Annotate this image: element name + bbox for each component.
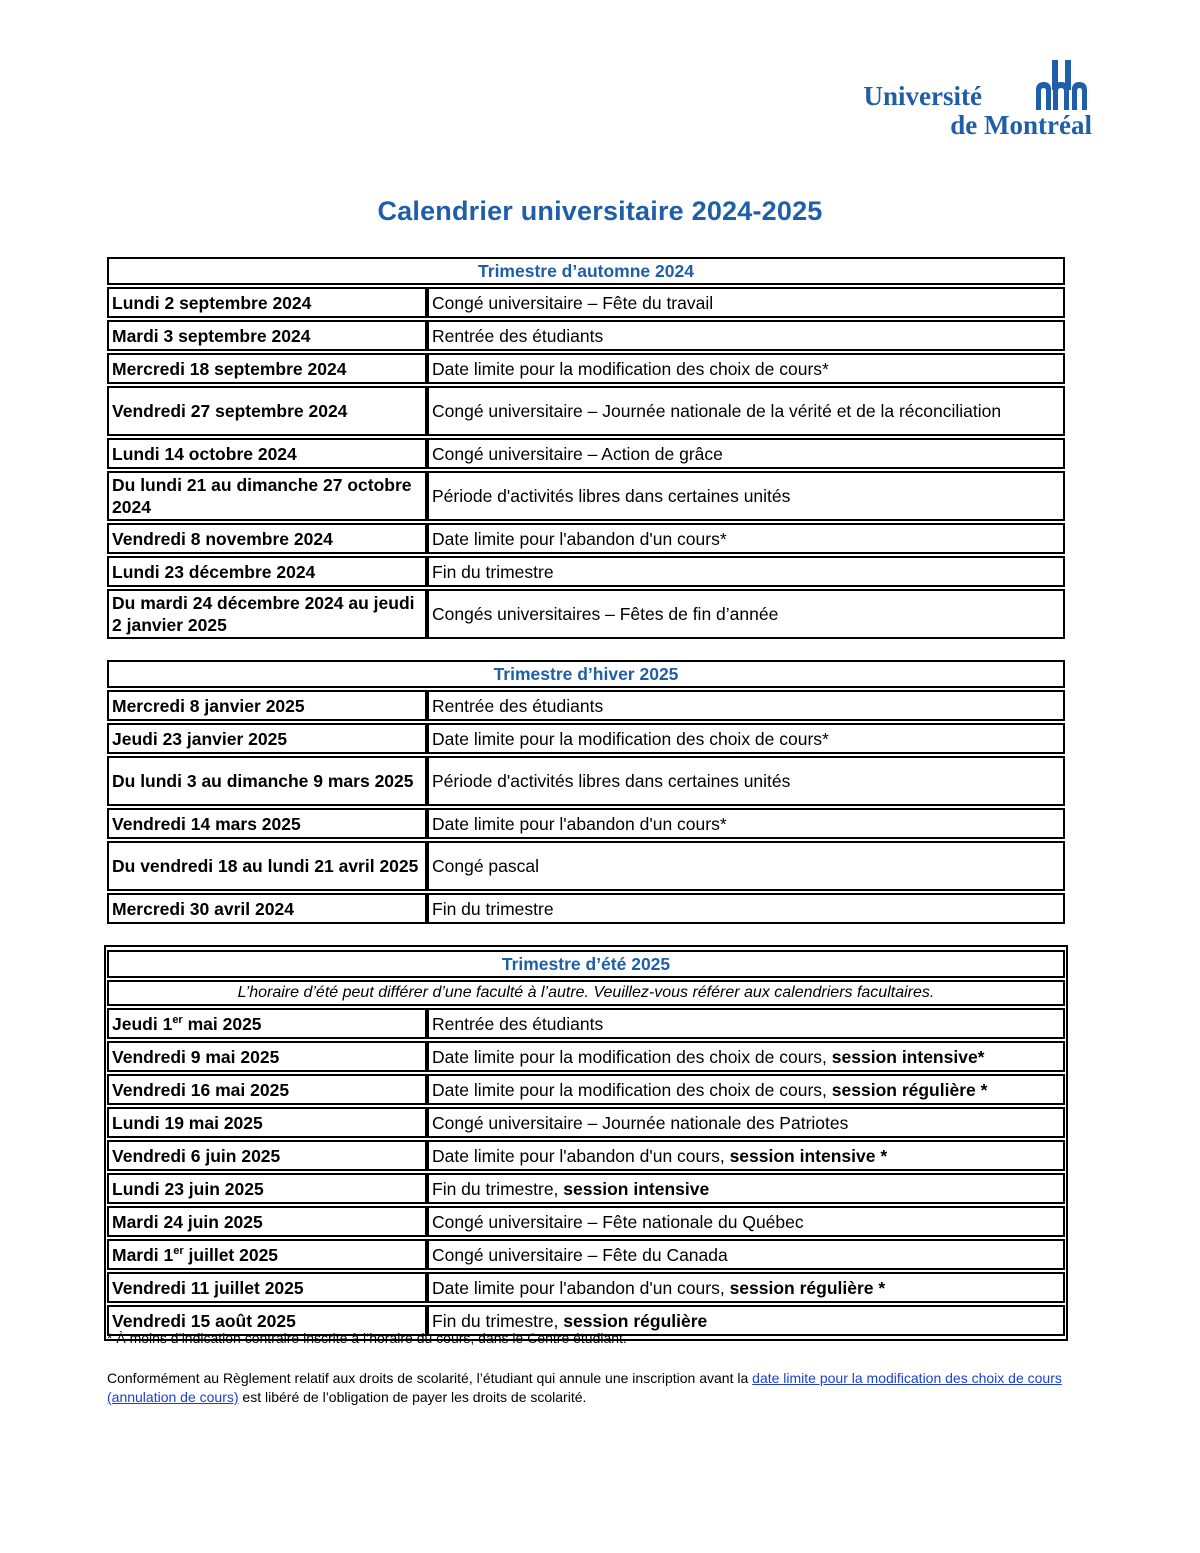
table-row [107, 1107, 1065, 1138]
row-description: Rentrée des étudiants [428, 690, 1065, 721]
row-date: Vendredi 15 août 2025 [107, 1305, 428, 1336]
row-description: Congé universitaire – Fête du Canada [428, 1239, 1065, 1270]
row-description: Date limite pour la modification des choix de cours* [428, 723, 1065, 754]
course-modification-deadline-link[interactable]: date limite pour la modification des choix de cours (annulation de cours) [107, 1370, 1062, 1405]
row-description: Rentrée des étudiants [428, 320, 1065, 351]
fall-term-heading: Trimestre d’automne 2024 [107, 257, 1065, 285]
winter-term-heading: Trimestre d’hiver 2025 [107, 660, 1065, 688]
row-description: Période d'activités libres dans certaines unités [428, 471, 1065, 521]
row-description: Congé universitaire – Fête nationale du Québec [428, 1206, 1065, 1237]
table-row [107, 1173, 1065, 1204]
row-date: Lundi 14 octobre 2024 [107, 438, 428, 469]
table-row [107, 386, 1065, 436]
row-date: Du vendredi 18 au lundi 21 avril 2025 [107, 841, 428, 891]
row-description: Date limite pour l'abandon d'un cours, session intensive * [428, 1140, 1065, 1171]
table-row [107, 1272, 1065, 1303]
table-row [107, 589, 1065, 639]
row-date: Du lundi 21 au dimanche 27 octobre 2024 [107, 471, 428, 521]
row-date: Lundi 23 décembre 2024 [107, 556, 428, 587]
row-date: Lundi 19 mai 2025 [107, 1107, 428, 1138]
row-description: Fin du trimestre [428, 893, 1065, 924]
university-logo [860, 58, 1100, 148]
row-date: Mercredi 18 septembre 2024 [107, 353, 428, 384]
logo-wordmark [863, 81, 1092, 140]
row-description: Date limite pour la modification des choix de cours* [428, 353, 1065, 384]
row-date: Lundi 2 septembre 2024 [107, 287, 428, 318]
row-date: Du mardi 24 décembre 2024 au jeudi 2 janvier 2025 [107, 589, 428, 639]
summer-term-table [107, 948, 1065, 1338]
row-description: Date limite pour la modification des choix de cours, session intensive* [428, 1041, 1065, 1072]
row-date: Vendredi 9 mai 2025 [107, 1041, 428, 1072]
summer-term-heading: Trimestre d’été 2025 [107, 950, 1065, 978]
row-description: Fin du trimestre [428, 556, 1065, 587]
table-row [107, 1074, 1065, 1105]
logo-line-2: de Montréal [950, 110, 1092, 140]
row-date: Vendredi 27 septembre 2024 [107, 386, 428, 436]
row-date: Vendredi 8 novembre 2024 [107, 523, 428, 554]
row-description: Congé pascal [428, 841, 1065, 891]
row-description: Date limite pour l'abandon d'un cours* [428, 523, 1065, 554]
row-date: Mardi 1er juillet 2025 [107, 1239, 428, 1270]
footnote: * À moins d’indication contraire inscrite à l’horaire du cours, dans le Centre étudiant. [107, 1330, 627, 1346]
row-description: Date limite pour l'abandon d'un cours* [428, 808, 1065, 839]
logo-line-1: Université [863, 81, 982, 111]
row-description: Congé universitaire – Journée nationale des Patriotes [428, 1107, 1065, 1138]
row-date: Du lundi 3 au dimanche 9 mars 2025 [107, 756, 428, 806]
page-title: Calendrier universitaire 2024-2025 [377, 196, 823, 226]
table-row [107, 1008, 1065, 1039]
table-row [107, 556, 1065, 587]
row-description: Congé universitaire – Fête du travail [428, 287, 1065, 318]
table-row [107, 438, 1065, 469]
row-description: Congé universitaire – Journée nationale de la vérité et de la réconciliation [428, 386, 1065, 436]
table-row [107, 808, 1065, 839]
fall-term-table [107, 255, 1065, 641]
row-date: Vendredi 16 mai 2025 [107, 1074, 428, 1105]
table-row [107, 893, 1065, 924]
summer-term-note: L’horaire d’été peut différer d’une faculté à l’autre. Veuillez-vous référer aux calendriers facultaires. [107, 980, 1065, 1006]
row-description: Date limite pour l'abandon d'un cours, session régulière * [428, 1272, 1065, 1303]
table-row [107, 756, 1065, 806]
row-description: Fin du trimestre, session intensive [428, 1173, 1065, 1204]
table-row [107, 1041, 1065, 1072]
row-description: Date limite pour la modification des choix de cours, session régulière * [428, 1074, 1065, 1105]
row-date: Mardi 3 septembre 2024 [107, 320, 428, 351]
row-description: Période d'activités libres dans certaines unités [428, 756, 1065, 806]
row-date: Mardi 24 juin 2025 [107, 1206, 428, 1237]
table-row [107, 1140, 1065, 1171]
row-description: Congé universitaire – Action de grâce [428, 438, 1065, 469]
udem-pillars-icon [1036, 60, 1088, 112]
table-row [107, 287, 1065, 318]
table-row [107, 471, 1065, 521]
table-row [107, 690, 1065, 721]
table-row [107, 1239, 1065, 1270]
paragraph-text-start: Conformément au Règlement relatif aux droits de scolarité, l’étudiant qui annule une inscription avant la [107, 1370, 753, 1386]
row-date: Mercredi 30 avril 2024 [107, 893, 428, 924]
row-date: Mercredi 8 janvier 2025 [107, 690, 428, 721]
row-date: Jeudi 23 janvier 2025 [107, 723, 428, 754]
winter-term-table [107, 658, 1065, 926]
table-row [107, 841, 1065, 891]
table-row [107, 523, 1065, 554]
row-date: Jeudi 1er mai 2025 [107, 1008, 428, 1039]
tuition-paragraph [107, 1369, 1077, 1407]
row-description: Congés universitaires – Fêtes de fin d’année [428, 589, 1065, 639]
paragraph-text-end: est libéré de l’obligation de payer les droits de scolarité. [238, 1389, 587, 1405]
table-row [107, 353, 1065, 384]
row-date: Lundi 23 juin 2025 [107, 1173, 428, 1204]
row-date: Vendredi 11 juillet 2025 [107, 1272, 428, 1303]
row-description: Rentrée des étudiants [428, 1008, 1065, 1039]
table-row [107, 320, 1065, 351]
row-date: Vendredi 6 juin 2025 [107, 1140, 428, 1171]
table-row [107, 1206, 1065, 1237]
row-date: Vendredi 14 mars 2025 [107, 808, 428, 839]
row-description: Fin du trimestre, session régulière [428, 1305, 1065, 1336]
table-row [107, 723, 1065, 754]
